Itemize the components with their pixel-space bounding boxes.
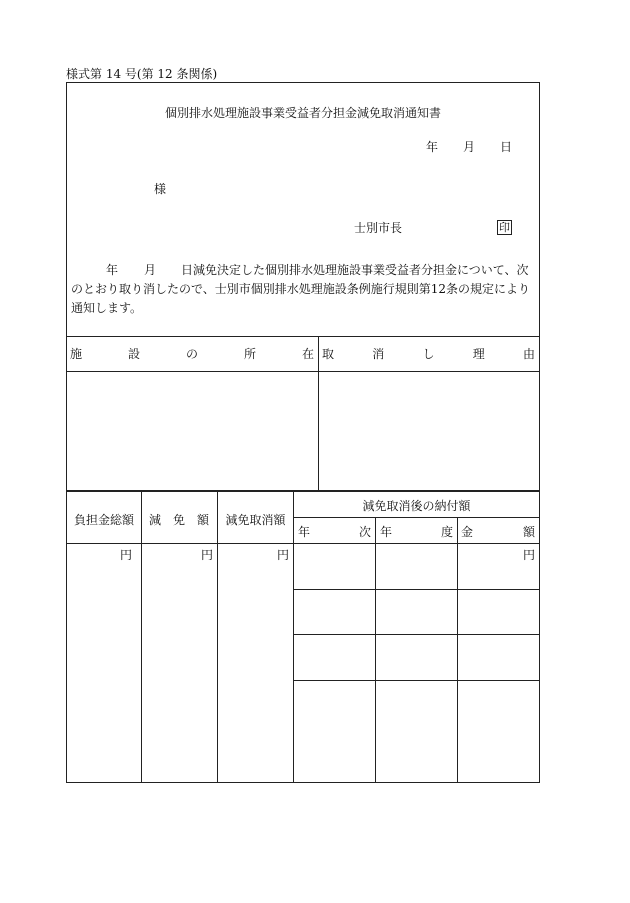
table-group-header-underline xyxy=(293,517,540,518)
sub-header-year-char: 年 xyxy=(298,525,311,539)
date-day-label: 日 xyxy=(500,140,513,154)
table-col-divider-3 xyxy=(293,491,294,782)
table-col-divider-5 xyxy=(457,517,458,782)
table-row-divider-3 xyxy=(293,680,540,681)
location-header-char: 在 xyxy=(301,347,314,361)
issuer-name: 士別市長 xyxy=(354,221,403,235)
col-group-header-payment-after-cancel: 減免取消後の納付額 xyxy=(362,499,471,513)
sub-header-amount-char: 金 xyxy=(461,525,474,539)
date-year-label: 年 xyxy=(426,140,439,154)
sub-header-fiscal-year-char: 度 xyxy=(440,525,453,539)
sub-header-amount xyxy=(461,525,535,539)
yen-unit-payment: 円 xyxy=(523,548,536,562)
yen-unit-reduction: 円 xyxy=(201,548,214,562)
yen-unit-total: 円 xyxy=(120,548,133,562)
sub-header-fiscal-year-char: 年 xyxy=(380,525,393,539)
table-row-divider-2 xyxy=(293,634,540,635)
location-header-char: 所 xyxy=(243,347,256,361)
location-header-char: 施 xyxy=(70,347,83,361)
section-header-underline xyxy=(66,371,540,372)
col-header-reduction-char: 減 xyxy=(149,513,162,527)
col-header-reduction-char: 免 xyxy=(172,513,185,527)
reason-header-char: 消 xyxy=(372,347,385,361)
location-header-char: 設 xyxy=(127,347,140,361)
seal-mark: 印 xyxy=(499,221,510,234)
col-header-reduction-char: 額 xyxy=(196,513,209,527)
reason-header-char: 取 xyxy=(322,347,335,361)
addressee-suffix: 様 xyxy=(154,182,167,196)
location-header xyxy=(70,347,314,361)
date-month-label: 月 xyxy=(463,140,476,154)
reason-header-char: 理 xyxy=(472,347,485,361)
body-year-label: 年 xyxy=(106,263,119,277)
reason-header-char: し xyxy=(422,347,435,361)
reason-header xyxy=(322,347,535,361)
body-text-line-2: のとおり取り消したので、士別市個別排水処理施設条例施行規則第12条の規定により xyxy=(71,282,531,296)
sub-header-amount-char: 額 xyxy=(522,525,535,539)
yen-unit-cancel: 円 xyxy=(277,548,290,562)
section-column-divider xyxy=(318,336,319,491)
form-number: 様式第 14 号(第 12 条関係) xyxy=(66,67,218,81)
col-header-total-burden: 負担金総額 xyxy=(73,513,134,527)
section-divider-top xyxy=(66,336,540,337)
sub-header-year xyxy=(298,525,371,539)
frame-left xyxy=(66,82,67,782)
reason-header-char: 由 xyxy=(522,347,535,361)
table-row-divider-1 xyxy=(293,589,540,590)
sub-header-fiscal-year xyxy=(380,525,453,539)
body-text-line-1: 日減免決定した個別排水処理施設事業受益者分担金について、次 xyxy=(181,263,529,277)
body-month-label: 月 xyxy=(144,263,157,277)
table-col-divider-2 xyxy=(217,491,218,782)
table-header-underline xyxy=(66,543,540,544)
frame-top xyxy=(66,82,540,83)
col-header-cancel-amount: 減免取消額 xyxy=(225,513,286,527)
col-header-reduction xyxy=(149,513,209,527)
frame-bottom xyxy=(66,782,540,783)
table-top-border xyxy=(66,490,540,492)
frame-right xyxy=(539,82,540,782)
table-col-divider-4 xyxy=(375,517,376,782)
body-text-line-3: 通知します。 xyxy=(71,301,143,315)
document-title: 個別排水処理施設事業受益者分担金減免取消通知書 xyxy=(164,106,441,120)
location-header-char: の xyxy=(185,347,198,361)
sub-header-year-char: 次 xyxy=(358,525,371,539)
table-col-divider-1 xyxy=(141,491,142,782)
